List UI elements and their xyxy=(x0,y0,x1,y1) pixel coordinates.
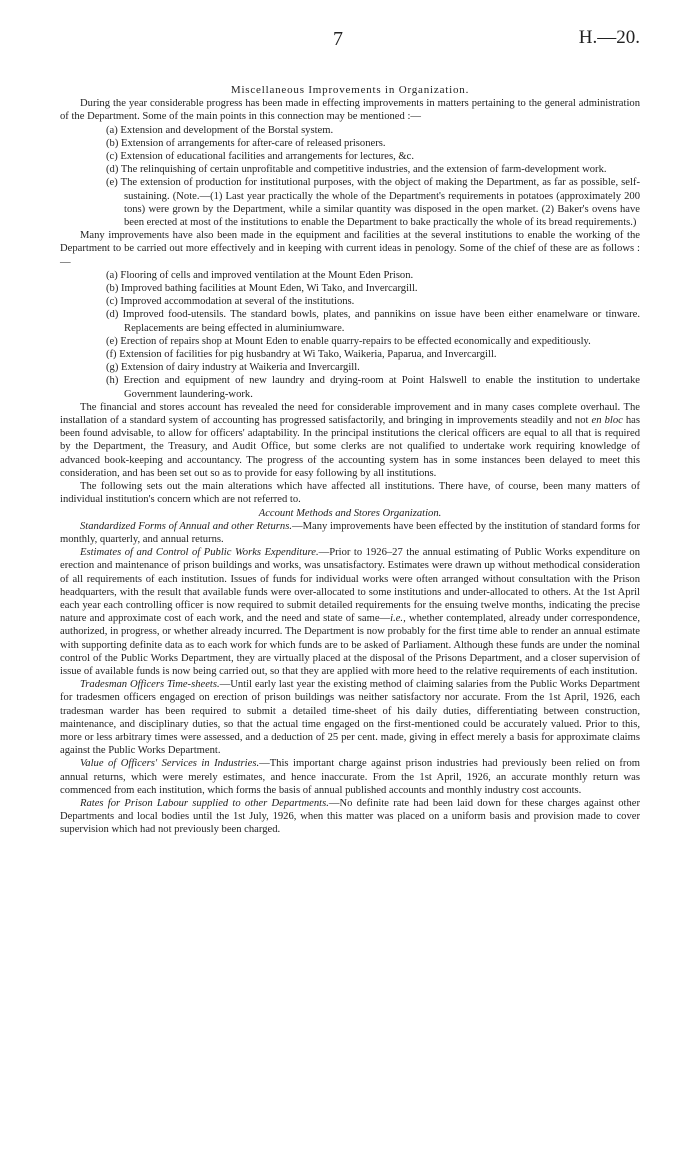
page-number: 7 xyxy=(333,28,343,50)
paragraph-standard-forms: Standardized Forms of Annual and other Returns.—Many improvements have been effected by the institution of standard forms for monthly, quarterly, and annual returns. xyxy=(60,520,640,545)
list-item: (e) The extension of production for institutional purposes, with the object of making the Department, as far as possible, self-sustaining. (Note.—(1) Last year practically the whole of the Department's requirements in potatoes (approximately 200 tons) were grown by the Department, while a similar quantity was disposed in the open market. (2) Baker's ovens have been erected at most of the institutions to enable the Department to bake practically the whole of its bread requirements.) xyxy=(106,177,640,229)
section-title-misc: Miscellaneous Improvements in Organization. xyxy=(230,84,470,96)
list-item: (e) Erection of repairs shop at Mount Eden to enable quarry-repairs to be effected economically and expeditiously. xyxy=(106,335,591,347)
list-item: (b) Extension of arrangements for after-care of released prisoners. xyxy=(106,137,386,149)
paragraph-accounts: The financial and stores account has revealed the need for considerable improvement and in many cases complete overhaul. The installation of a standard system of accounting has progressed satisfactorily, and bringing in improvements steadily and not en bloc has been found advisable, to allow for officers' adaptability. In the principal institutions the clerical officers are equal to all that is required by the Department, the Treasury, and Audit Office, but some clerks are not qualified to undertake work requiring knowledge of advanced book-keeping and accountancy. The progress of the accounting system has in some instances been delayed to meet this consideration, and has been set out so as to provide for easy following by all institutions. xyxy=(60,401,640,479)
section-title-accounts: Account Methods and Stores Organization. xyxy=(258,507,442,519)
document-code: H.—20. xyxy=(578,27,640,48)
paragraph-officers-services: Value of Officers' Services in Industries.—This important charge against prison industries had previously been relied on from annual returns, which were merely estimates, and hence inaccurate. From the 1st April, 1926, an accurate monthly return was commenced from each institution, which forms the basis of annual published accounts and monthly industry cost accounts. xyxy=(60,758,640,796)
page-body xyxy=(60,84,640,837)
improvement-list-2 xyxy=(60,269,640,401)
list-item: (a) Flooring of cells and improved ventilation at the Mount Eden Prison. xyxy=(106,269,414,281)
list-item: (b) Improved bathing facilities at Mount Eden, Wi Tako, and Invercargill. xyxy=(106,283,418,295)
paragraph-equipment: Many improvements have also been made in the equipment and facilities at the several institutions to enable the working of the Department to be carried out more effectively and in keeping with current ideas in penology. Some of the chief of these are as follows :— xyxy=(60,230,640,268)
list-item: (d) Improved food-utensils. The standard bowls, plates, and pannikins on issue have been either enamelware or tinware. Replacements are being effected in aluminiumware. xyxy=(106,309,640,334)
paragraph-intro: During the year considerable progress has been made in effecting improvements in matters pertaining to the general administration of the Department. Some of the main points in this connection may be mentioned :— xyxy=(60,98,640,123)
paragraph-prison-labour: Rates for Prison Labour supplied to other Departments.—No definite rate had been laid down for these charges against other Departments and local bodies until the 1st July, 1926, when this matter was placed on a uniform basis and provision made to cover supervision which had not previously been charged. xyxy=(60,797,640,836)
list-item: (d) The relinquishing of certain unprofitable and competitive industries, and the extension of farm-development work. xyxy=(106,164,607,176)
paragraph-time-sheets: Tradesman Officers Time-sheets.—Until early last year the existing method of claiming salaries from the Public Works Department for tradesmen officers engaged on erection of prison buildings was neither satisfactory nor accurate. From the 1st April, 1926, each tradesman warder has been required to submit a detailed time-sheet of his daily duties, differentiating between construction, maintenance, and disciplinary duties, so that the actual time engaged on the first-mentioned could be accurately valued. Prior to this, more or less arbitrary times were assessed, and a deduction of 25 per cent. made, giving in effect merely a basis for approximate claims against the Public Works Department. xyxy=(60,679,640,757)
list-item: (c) Extension of educational facilities and arrangements for lectures, &c. xyxy=(106,151,414,163)
list-item: (a) Extension and development of the Borstal system. xyxy=(106,124,334,136)
paragraph-alterations: The following sets out the main alterations which have affected all institutions. There have, of course, been many matters of individual institution's concern which are not referred to. xyxy=(60,481,640,506)
list-item: (h) Erection and equipment of new laundry and drying-room at Point Halswell to enable the institution to undertake Government laundering-work. xyxy=(106,375,640,400)
list-item: (c) Improved accommodation at several of the institutions. xyxy=(106,296,355,308)
list-item: (g) Extension of dairy industry at Waikeria and Invercargill. xyxy=(106,362,360,374)
list-item: (f) Extension of facilities for pig husbandry at Wi Tako, Waikeria, Paparua, and Invercargill. xyxy=(106,349,497,361)
paragraph-public-works: Estimates of and Control of Public Works Expenditure.—Prior to 1926–27 the annual estimating of Public Works expenditure on erection and maintenance of prison buildings and works, was unsatisfactory. Estimates were drawn up without methodical consideration of all requirements of each institution. Issues of funds for individual works were often arranged without consultation with the Prison headquarters, with the result that available funds were over-allocated to some institutions and under-allocated to others. At the 1st April each year each controlling officer is now required to submit detailed requirements for the ensuing twelve months, indicating the precise nature and approximate cost of each work, and the need and state of same—i.e., whether contemplated, already under correspondence, authorized, in progress, or whether already incurred. The Department is now probably for the first time able to render an annual estimate with supporting definite data as to each work for which funds are to be asked of Parliament. Although these funds are under the nominal control of the Public Works Department, they are virtually placed at the disposal of the Prisons Department, and a closer supervision of issue of available funds is now being carried out, so that they are applied with more heed to the relative requirements of each institution. xyxy=(60,547,640,677)
improvement-list-1 xyxy=(60,124,640,230)
